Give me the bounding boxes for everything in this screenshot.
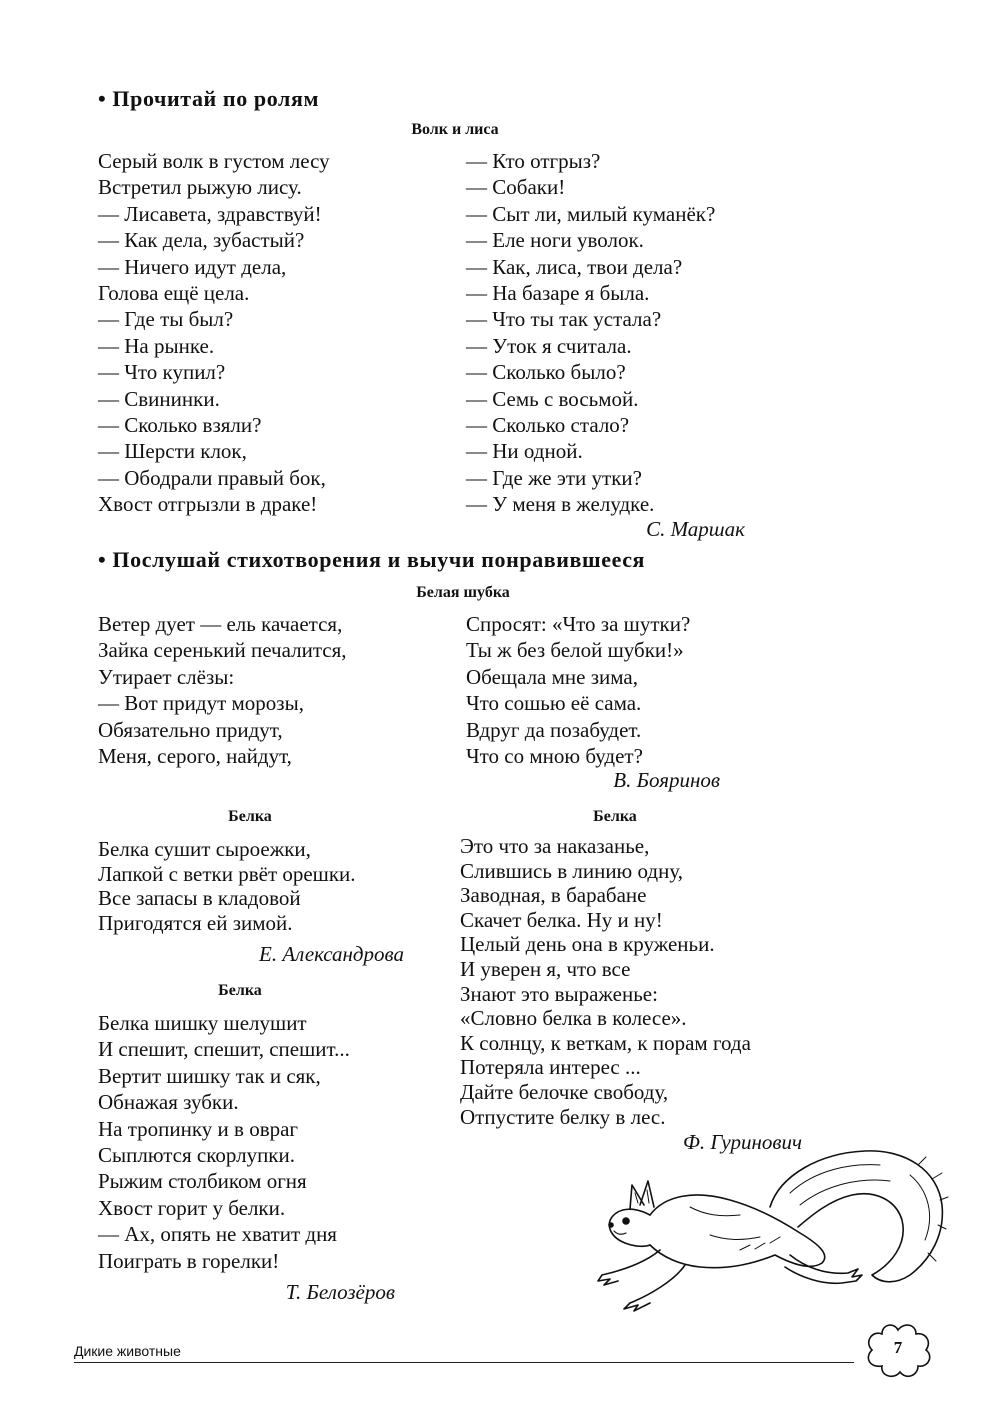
poem-line: И спешит, спешит, спешит... — [98, 1037, 350, 1062]
poem-line: Обнажая зубки. — [98, 1090, 239, 1115]
poem-line: — Сколько взяли? — [98, 412, 262, 437]
poem-line: И уверен я, что все — [460, 956, 631, 981]
poem-line: — Как, лиса, твои дела? — [466, 254, 683, 279]
poem-line: Хвост горит у белки. — [98, 1195, 286, 1220]
poem-squirrel-3-lines — [460, 834, 751, 1129]
poem-line: Белка сушит сыроежки, — [98, 837, 311, 861]
poem-line: Потеряла интерес ... — [460, 1055, 641, 1080]
section-heading-text: Прочитай по ролям — [112, 86, 320, 111]
poem-wolf-fox-left-column — [98, 148, 330, 517]
poem-line: — Свининки. — [98, 386, 220, 411]
poem-line: «Словно белка в колесе». — [460, 1006, 687, 1031]
poem-line: — Ни одной. — [466, 439, 583, 464]
poem-line: Меня, серого, найдут, — [98, 743, 292, 768]
poem-line: К солнцу, к веткам, к порам года — [460, 1030, 751, 1055]
poem-line: Утирает слёзы: — [98, 664, 235, 689]
poem-line: — На рынке. — [98, 333, 215, 358]
footer-divider — [74, 1362, 854, 1363]
poem-line: — Собаки! — [466, 175, 566, 200]
section-heading-listen-and-learn — [98, 547, 645, 573]
poem-line: Зайка серенький печалится, — [98, 638, 347, 663]
poem-line: Целый день она в круженьи. — [460, 932, 715, 957]
poem-line: Что со мною будет? — [466, 743, 643, 768]
poem-line: Это что за наказанье, — [460, 834, 650, 858]
poem-line: — Сыт ли, милый куманёк? — [466, 201, 716, 226]
poem-line: Серый волк в густом лесу — [98, 149, 330, 173]
squirrel-illustration-icon — [590, 1145, 950, 1315]
poem-author-belozerov: Т. Белозёров — [285, 1280, 395, 1304]
bullet-icon: • — [98, 547, 113, 572]
poem-line: — Лисавета, здравствуй! — [98, 201, 322, 226]
poem-line: — Семь с восьмой. — [466, 386, 639, 411]
poem-line: Заводная, в барабане — [460, 883, 647, 908]
poem-line: Отпустите белку в лес. — [460, 1104, 666, 1129]
poem-line: Слившись в линию одну, — [460, 858, 683, 883]
poem-title-squirrel-1: Белка — [228, 808, 272, 825]
poem-line: — У меня в желудке. — [466, 492, 655, 517]
poem-line: Хвост отгрызли в драке! — [98, 492, 318, 517]
poem-author-gurinovich: Ф. Гуринович — [682, 1130, 802, 1154]
poem-line: — Где же эти утки? — [466, 465, 642, 490]
poem-line: — Где ты был? — [98, 307, 234, 332]
poem-squirrel-1-lines — [98, 837, 356, 935]
section-heading-text: Послушай стихотворения и выучи понравившееся — [112, 547, 646, 572]
poem-line: — Ободрали правый бок, — [98, 465, 326, 490]
page-number: 7 — [893, 1338, 903, 1357]
poem-line: Что сошью её сама. — [466, 691, 642, 716]
poem-line: Вертит шишку так и сяк, — [98, 1063, 321, 1088]
section-heading-read-by-roles — [98, 86, 319, 112]
poem-title-squirrel-3: Белка — [593, 808, 637, 825]
poem-line: — Шерсти клок, — [98, 439, 247, 464]
poem-line: Спросят: «Что за шутки? — [466, 612, 691, 636]
poem-line: Знают это выраженье: — [460, 981, 658, 1006]
poem-line: — Сколько стало? — [466, 412, 630, 437]
poem-line: Встретил рыжую лису. — [98, 175, 302, 200]
poem-line: Белка шишку шелушит — [98, 1011, 307, 1035]
poem-line: — Уток я считала. — [466, 333, 632, 358]
poem-line: Ветер дует — ель качается, — [98, 612, 343, 636]
poem-line: — Что купил? — [98, 360, 226, 385]
poem-line: Дайте белочке свободу, — [460, 1079, 669, 1104]
poem-line: — Сколько было? — [466, 360, 626, 385]
poem-line: — Что ты так устала? — [466, 307, 662, 332]
footer-section-title: Дикие животные — [74, 1343, 181, 1359]
poem-line: Обязательно придут, — [98, 717, 283, 742]
poem-wolf-fox-right-column — [466, 148, 715, 517]
poem-title-squirrel-2: Белка — [218, 982, 262, 999]
poem-line: — На базаре я была. — [466, 280, 650, 305]
poem-line: Сыплются скорлупки. — [98, 1142, 295, 1167]
poem-line: Голова ещё цела. — [98, 280, 250, 305]
poem-squirrel-2-lines — [98, 1010, 350, 1274]
poem-line: На тропинку и в овраг — [98, 1116, 299, 1141]
poem-line: — Кто отгрыз? — [466, 149, 601, 173]
poem-line: — Еле ноги уволок. — [466, 228, 644, 253]
poem-line: Лапкой с ветки рвёт орешки. — [98, 861, 356, 886]
poem-line: Вдруг да позабудет. — [466, 717, 642, 742]
poem-line: Скачет белка. Ну и ну! — [460, 907, 663, 932]
poem-line: — Ничего идут дела, — [98, 254, 287, 279]
poem-white-coat-left-column — [98, 611, 346, 769]
poem-line: Рыжим столбиком огня — [98, 1169, 307, 1194]
poem-line: — Ах, опять не хватит дня — [98, 1222, 337, 1247]
poem-line: Все запасы в кладовой — [98, 886, 301, 911]
poem-author-marshak: С. Маршак — [646, 517, 745, 541]
poem-line: Ты ж без белой шубки!» — [466, 638, 684, 663]
poem-line: Обещала мне зима, — [466, 664, 638, 689]
poem-title-wolf-and-fox: Волк и лиса — [411, 121, 499, 138]
poem-author-boyarinov: В. Бояринов — [613, 768, 720, 792]
poem-line: Поиграть в горелки! — [98, 1248, 280, 1273]
poem-title-white-coat: Белая шубка — [416, 584, 510, 601]
poem-line: — Вот придут морозы, — [98, 691, 304, 716]
poem-author-alexandrova: Е. Александрова — [259, 942, 404, 966]
poem-line: Пригодятся ей зимой. — [98, 910, 293, 935]
bullet-icon: • — [98, 86, 113, 111]
poem-white-coat-right-column — [466, 611, 690, 769]
poem-line: — Как дела, зубастый? — [98, 228, 305, 253]
